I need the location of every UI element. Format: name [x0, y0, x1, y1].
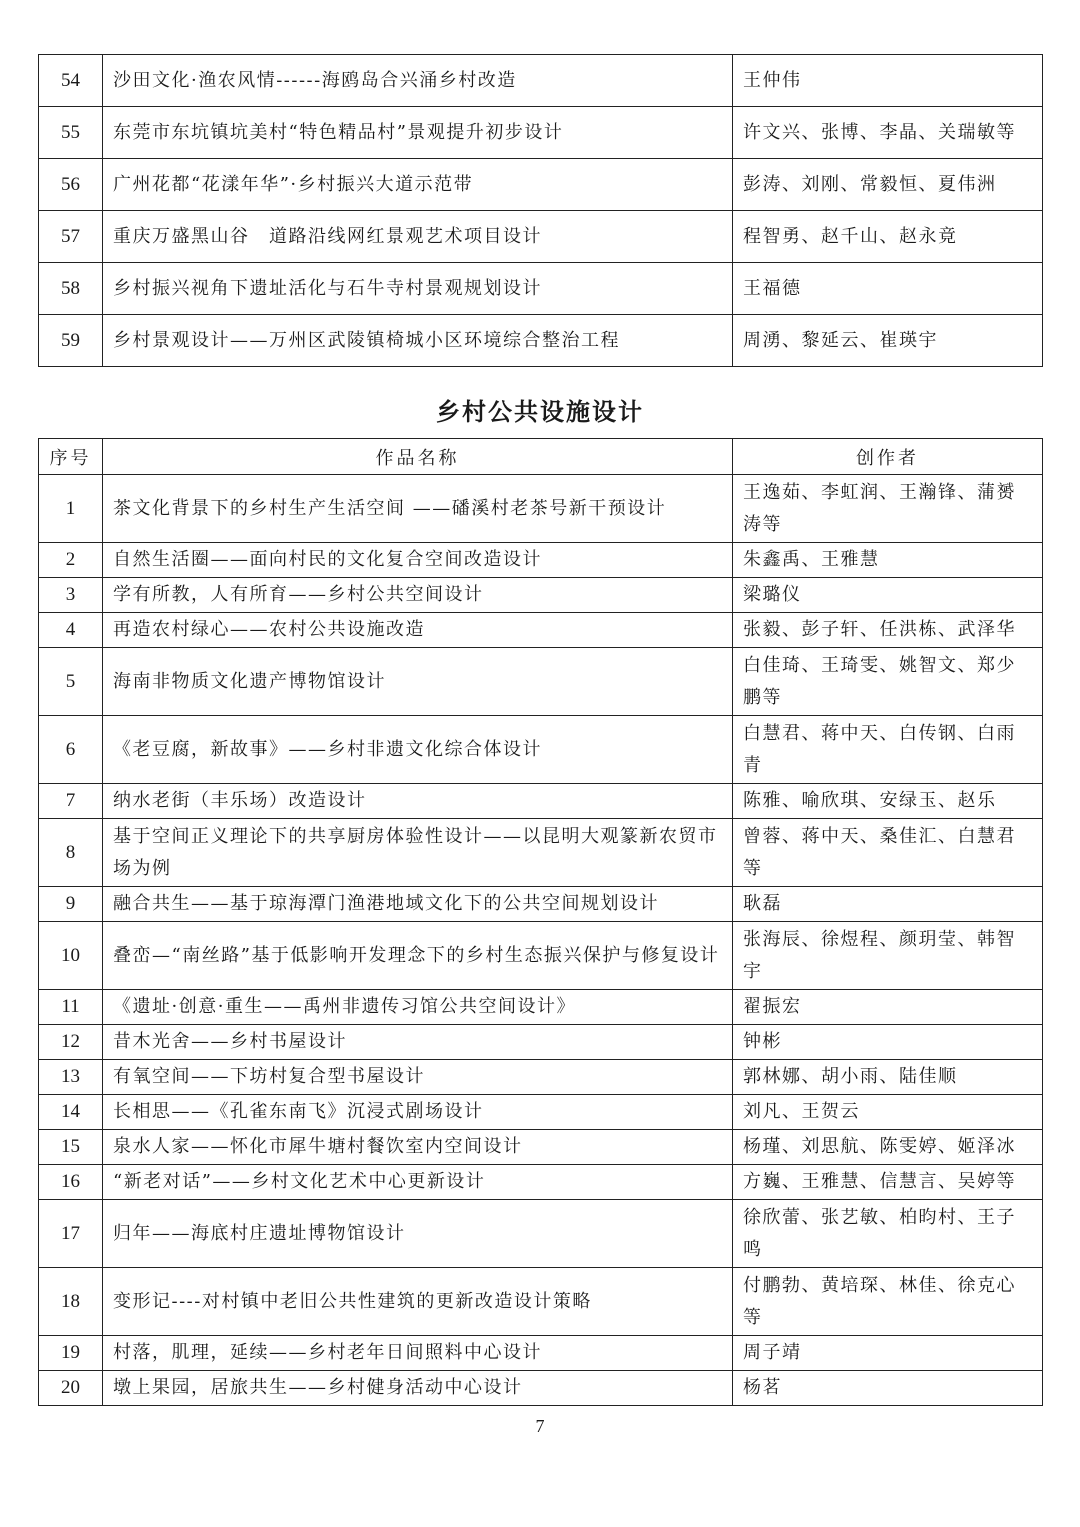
creators: 方巍、王雅慧、信慧言、吴婷等 — [733, 1165, 1043, 1200]
work-name: 沙田文化·渔农风情------海鸥岛合兴涌乡村改造 — [103, 55, 733, 107]
row-number: 5 — [39, 648, 103, 716]
row-number: 12 — [39, 1025, 103, 1060]
row-number: 1 — [39, 475, 103, 543]
creators: 付鹏勃、黄培琛、林佳、徐克心等 — [733, 1268, 1043, 1336]
work-name: 村落，肌理，延续——乡村老年日间照料中心设计 — [103, 1336, 733, 1371]
row-number: 8 — [39, 819, 103, 887]
creators: 杨瑾、刘思航、陈雯婷、姬泽冰 — [733, 1130, 1043, 1165]
creators: 彭涛、刘刚、常毅恒、夏伟洲 — [733, 159, 1043, 211]
creators: 程智勇、赵千山、赵永竟 — [733, 211, 1043, 263]
creators: 周湧、黎延云、崔瑛宇 — [733, 315, 1043, 367]
table-row — [39, 613, 1043, 648]
creators: 朱鑫禹、王雅慧 — [733, 543, 1043, 578]
work-name: 《老豆腐，新故事》——乡村非遗文化综合体设计 — [103, 716, 733, 784]
work-name: 融合共生——基于琼海潭门渔港地域文化下的公共空间规划设计 — [103, 887, 733, 922]
table-row — [39, 819, 1043, 887]
creators: 刘凡、王贺云 — [733, 1095, 1043, 1130]
creators: 许文兴、张博、李晶、关瑞敏等 — [733, 107, 1043, 159]
table-row — [39, 887, 1043, 922]
row-number: 16 — [39, 1165, 103, 1200]
work-name: 变形记----对村镇中老旧公共性建筑的更新改造设计策略 — [103, 1268, 733, 1336]
work-name: 基于空间正义理论下的共享厨房体验性设计——以昆明大观篆新农贸市场为例 — [103, 819, 733, 887]
work-name: 墩上果园，居旅共生——乡村健身活动中心设计 — [103, 1371, 733, 1406]
row-number: 15 — [39, 1130, 103, 1165]
table-header-row — [39, 439, 1043, 475]
work-name: 叠峦—“南丝路”基于低影响开发理念下的乡村生态振兴保护与修复设计 — [103, 922, 733, 990]
row-number: 14 — [39, 1095, 103, 1130]
table-row — [39, 1371, 1043, 1406]
table-row — [39, 1268, 1043, 1336]
creators: 梁璐仪 — [733, 578, 1043, 613]
work-name: “新老对话”——乡村文化艺术中心更新设计 — [103, 1165, 733, 1200]
work-name: 纳水老街（丰乐场）改造设计 — [103, 784, 733, 819]
public-facilities-table — [38, 438, 1043, 1406]
table-row — [39, 1200, 1043, 1268]
creators: 翟振宏 — [733, 990, 1043, 1025]
work-name: 重庆万盛黑山谷 道路沿线网红景观艺术项目设计 — [103, 211, 733, 263]
row-number: 17 — [39, 1200, 103, 1268]
work-name: 乡村振兴视角下遗址活化与石牛寺村景观规划设计 — [103, 263, 733, 315]
row-number: 20 — [39, 1371, 103, 1406]
creators: 王逸茹、李虹润、王瀚锋、蒲赟涛等 — [733, 475, 1043, 543]
works-table-continued — [38, 54, 1043, 367]
row-number: 19 — [39, 1336, 103, 1371]
table-row — [39, 784, 1043, 819]
table-row — [39, 159, 1043, 211]
creators: 王福德 — [733, 263, 1043, 315]
table-row — [39, 211, 1043, 263]
creators: 周子靖 — [733, 1336, 1043, 1371]
row-number: 11 — [39, 990, 103, 1025]
row-number: 13 — [39, 1060, 103, 1095]
table-row — [39, 475, 1043, 543]
table-row — [39, 1130, 1043, 1165]
creators: 耿磊 — [733, 887, 1043, 922]
work-name: 长相思——《孔雀东南飞》沉浸式剧场设计 — [103, 1095, 733, 1130]
row-number: 9 — [39, 887, 103, 922]
work-name: 东莞市东坑镇坑美村“特色精品村”景观提升初步设计 — [103, 107, 733, 159]
row-number: 2 — [39, 543, 103, 578]
row-number: 57 — [39, 211, 103, 263]
creators: 王仲伟 — [733, 55, 1043, 107]
work-name: 有氧空间——下坊村复合型书屋设计 — [103, 1060, 733, 1095]
table-row — [39, 1095, 1043, 1130]
table-row — [39, 1336, 1043, 1371]
header-number: 序号 — [39, 439, 103, 475]
row-number: 3 — [39, 578, 103, 613]
row-number: 58 — [39, 263, 103, 315]
creators: 白慧君、蒋中天、白传钢、白雨青 — [733, 716, 1043, 784]
row-number: 59 — [39, 315, 103, 367]
creators: 白佳琦、王琦雯、姚智文、郑少鹏等 — [733, 648, 1043, 716]
work-name: 再造农村绿心——农村公共设施改造 — [103, 613, 733, 648]
table-row — [39, 990, 1043, 1025]
creators: 张海辰、徐煜程、颜玥莹、韩智宇 — [733, 922, 1043, 990]
table-row — [39, 922, 1043, 990]
row-number: 56 — [39, 159, 103, 211]
creators: 陈雅、喻欣琪、安绿玉、赵乐 — [733, 784, 1043, 819]
creators: 曾蓉、蒋中天、桑佳汇、白慧君等 — [733, 819, 1043, 887]
table-row — [39, 1025, 1043, 1060]
section-title: 乡村公共设施设计 — [436, 398, 644, 426]
table-row — [39, 578, 1043, 613]
creators: 杨茗 — [733, 1371, 1043, 1406]
table-row — [39, 55, 1043, 107]
work-name: 茶文化背景下的乡村生产生活空间 ——磻溪村老茶号新干预设计 — [103, 475, 733, 543]
table-row — [39, 716, 1043, 784]
creators: 张毅、彭子轩、任洪栋、武泽华 — [733, 613, 1043, 648]
work-name: 《遗址·创意·重生——禹州非遗传习馆公共空间设计》 — [103, 990, 733, 1025]
table-row — [39, 1165, 1043, 1200]
creators: 郭林娜、胡小雨、陆佳顺 — [733, 1060, 1043, 1095]
work-name: 自然生活圈——面向村民的文化复合空间改造设计 — [103, 543, 733, 578]
table-row — [39, 107, 1043, 159]
work-name: 昔木光舍——乡村书屋设计 — [103, 1025, 733, 1060]
work-name: 海南非物质文化遗产博物馆设计 — [103, 648, 733, 716]
row-number: 4 — [39, 613, 103, 648]
row-number: 54 — [39, 55, 103, 107]
header-creators: 创作者 — [733, 439, 1043, 475]
page-number: 7 — [535, 1416, 545, 1436]
table-row — [39, 543, 1043, 578]
work-name: 学有所教，人有所育——乡村公共空间设计 — [103, 578, 733, 613]
creators: 钟彬 — [733, 1025, 1043, 1060]
row-number: 10 — [39, 922, 103, 990]
header-work-name: 作品名称 — [103, 439, 733, 475]
work-name: 广州花都“花漾年华”·乡村振兴大道示范带 — [103, 159, 733, 211]
work-name: 归年——海底村庄遗址博物馆设计 — [103, 1200, 733, 1268]
row-number: 6 — [39, 716, 103, 784]
table-row — [39, 315, 1043, 367]
row-number: 18 — [39, 1268, 103, 1336]
table-row — [39, 263, 1043, 315]
row-number: 7 — [39, 784, 103, 819]
work-name: 泉水人家——怀化市犀牛塘村餐饮室内空间设计 — [103, 1130, 733, 1165]
table-row — [39, 648, 1043, 716]
table-row — [39, 1060, 1043, 1095]
row-number: 55 — [39, 107, 103, 159]
work-name: 乡村景观设计——万州区武陵镇椅城小区环境综合整治工程 — [103, 315, 733, 367]
creators: 徐欣蕾、张艺敏、柏昀村、王子鸣 — [733, 1200, 1043, 1268]
